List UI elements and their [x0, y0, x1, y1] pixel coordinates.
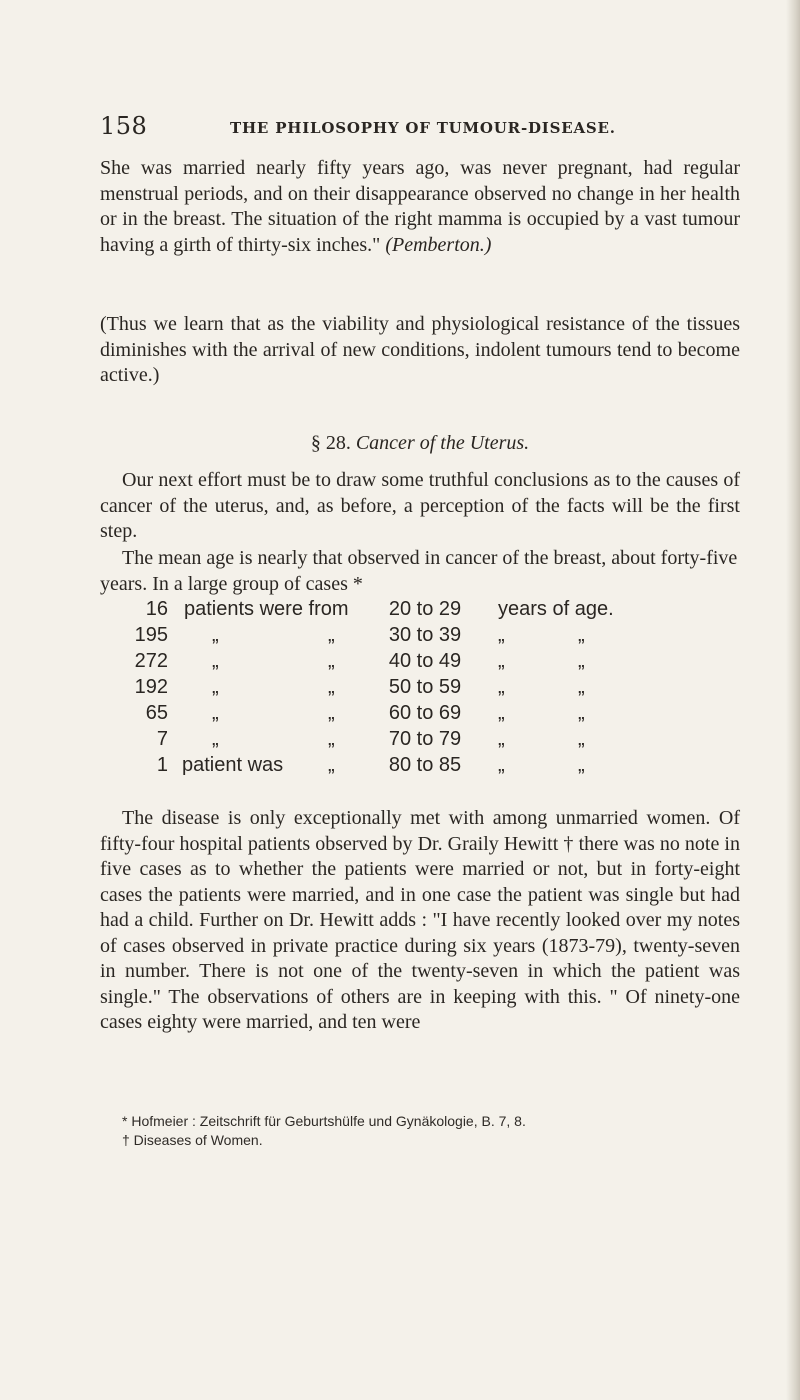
paragraph-text: (Thus we learn that as the viability and physiological resistance of the tissues diminishes with the arrival of new conditions, indolent tumours tend to become active.) — [100, 313, 740, 386]
ditto-mark: „ — [498, 702, 505, 724]
footnote: † Diseases of Women. — [122, 1132, 263, 1148]
age-tail: years of age. — [498, 598, 614, 620]
ditto-mark: „ — [328, 702, 335, 724]
paragraph-unmarried-women — [100, 806, 740, 1036]
ditto-mark: „ — [498, 650, 505, 672]
page-header — [100, 112, 740, 142]
age-range: 60 to 69 — [388, 702, 462, 724]
paragraph-text: Our next effort must be to draw some truthful conclusions as to the causes of cancer of the uterus, and, as before, a perception of the facts will be the first step. — [100, 469, 740, 542]
paragraph-viability — [100, 312, 740, 389]
citation: (Pemberton.) — [385, 233, 492, 256]
age-count: 192 — [134, 676, 168, 698]
page-number: 158 — [100, 112, 148, 140]
ditto-mark: „ — [578, 728, 585, 750]
age-count: 272 — [134, 650, 168, 672]
paragraph-mean-age — [100, 546, 740, 598]
age-label: patient was — [182, 754, 284, 776]
ditto-mark: „ — [328, 624, 335, 646]
ditto-mark: „ — [328, 676, 335, 698]
ditto-mark: „ — [328, 650, 335, 672]
age-count: 1 — [156, 754, 168, 776]
age-count: 195 — [134, 624, 168, 646]
ditto-mark: „ — [212, 650, 219, 672]
age-row — [118, 598, 738, 624]
age-row — [118, 702, 738, 728]
age-range: 40 to 49 — [388, 650, 462, 672]
ditto-mark: „ — [328, 754, 335, 776]
ditto-mark: „ — [212, 676, 219, 698]
age-table — [118, 598, 738, 780]
age-range: 50 to 59 — [388, 676, 462, 698]
paragraph-pemberton-quote — [100, 156, 740, 258]
age-count: 16 — [145, 598, 168, 620]
age-count: 65 — [145, 702, 168, 724]
paragraph-text: The disease is only exceptionally met with among unmarried women. Of fifty-four hospital patients observed by Dr. Graily Hewitt † there was no note in five cases as to whether the patients were married or not, but in forty-eight cases the patients were married, and in one case the patient was single but had had a child. Further on Dr. Hewitt adds : "I have recently looked over my notes of cases observed in private practice during six years (1873-79), twenty-seven in number. There is not one of the twenty-seven in which the patient was single." The observations of others are in keeping with this. " Of ninety-one cases eighty were married, and ten were — [100, 807, 740, 1033]
ditto-mark: „ — [578, 754, 585, 776]
age-row — [118, 728, 738, 754]
ditto-mark: „ — [578, 702, 585, 724]
section-heading — [100, 432, 740, 455]
ditto-mark: „ — [578, 676, 585, 698]
section-title: Cancer of the Uterus. — [355, 432, 530, 454]
ditto-mark: „ — [212, 624, 219, 646]
age-range: 20 to 29 — [388, 598, 462, 620]
age-row — [118, 754, 738, 780]
ditto-mark: „ — [578, 650, 585, 672]
age-range: 80 to 85 — [388, 754, 462, 776]
ditto-mark: „ — [498, 676, 505, 698]
paragraph-text: The mean age is nearly that observed in cancer of the breast, about forty-five years. In a large group of cases * — [100, 547, 738, 595]
ditto-mark: „ — [578, 624, 585, 646]
age-row — [118, 676, 738, 702]
paragraph-effort — [100, 468, 740, 545]
age-row — [118, 624, 738, 650]
age-range: 30 to 39 — [388, 624, 462, 646]
ditto-mark: „ — [328, 728, 335, 750]
age-count: 7 — [156, 728, 168, 750]
ditto-mark: „ — [498, 728, 505, 750]
section-number: § 28. — [310, 432, 351, 454]
ditto-mark: „ — [212, 728, 219, 750]
ditto-mark: „ — [498, 624, 505, 646]
ditto-mark: „ — [212, 702, 219, 724]
page-edge-shadow — [786, 0, 800, 1400]
ditto-mark: „ — [498, 754, 505, 776]
footnote: * Hofmeier : Zeitschrift für Geburtshülfe und Gynäkologie, B. 7, 8. — [122, 1113, 526, 1129]
running-head: THE PHILOSOPHY OF TUMOUR-DISEASE. — [230, 119, 616, 137]
footnotes — [100, 1112, 740, 1150]
age-label: patients were from — [184, 598, 349, 620]
paragraph-text: She was married nearly fifty years ago, was never pregnant, had regular menstrual periods, and on their disappearance observed no change in her health or in the breast. The situation of the right mamma is occupied by a vast tumour having a girth of thirty-six inches." — [100, 157, 740, 256]
age-row — [118, 650, 738, 676]
age-range: 70 to 79 — [388, 728, 462, 750]
